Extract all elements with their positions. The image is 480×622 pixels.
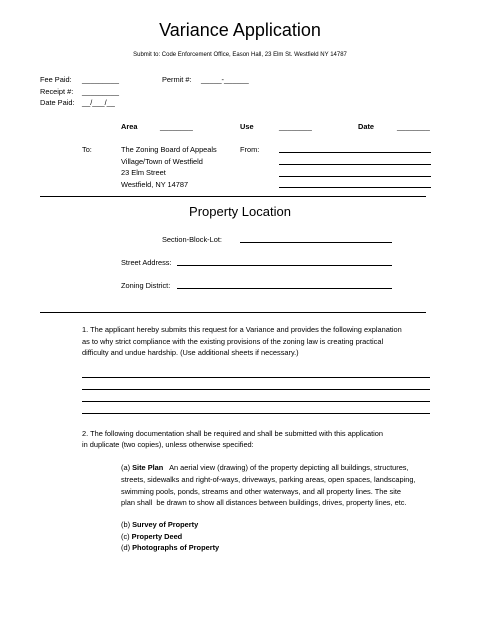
fee-paid-label: Fee Paid: [40,75,72,84]
site-plan-heading: Site Plan [132,463,164,472]
fee-paid-blank[interactable]: _________ [82,75,119,84]
receipt-blank[interactable]: _________ [82,87,119,96]
sbl-label: Section-Block-Lot: [162,235,222,244]
deed-item [121,531,182,543]
zoning-district-label: Zoning District: [121,281,171,290]
item1-line-1: 1. The applicant hereby submits this request for a Variance and provides the following explanation [82,325,402,334]
area-blank[interactable]: ________ [160,122,193,131]
date-label: Date [358,122,375,131]
zoning-district-line[interactable] [177,288,392,289]
receipt-label: Receipt #: [40,87,74,96]
explanation-line-1[interactable] [82,377,430,378]
street-address-label: Street Address: [121,258,172,267]
item1-line-3: difficulty and undue hardship. (Use additional sheets if necessary.) [82,348,299,357]
date-blank[interactable]: ________ [397,122,430,131]
deed-label: Property Deed [131,531,183,541]
form-title: Variance Application [159,20,321,40]
site-plan-line-2: streets, sidewalks and right-of-ways, driveways, parking areas, open spaces, landscaping, [121,475,416,484]
sbl-line[interactable] [240,242,392,243]
survey-item [121,519,198,531]
use-label: Use [240,122,254,131]
item2-line-1: 2. The following documentation shall be required and shall be submitted with this application [82,429,384,438]
from-line-4[interactable] [279,187,431,188]
site-plan-prefix: (a) [121,463,133,472]
explanation-line-3[interactable] [82,401,430,402]
photos-prefix: (d) [121,543,133,552]
address-line-2: Village/Town of Westfield [121,156,203,166]
permit-label: Permit #: [162,75,192,84]
explanation-line-4[interactable] [82,413,430,414]
use-blank[interactable]: ________ [279,122,312,131]
from-line-1[interactable] [279,152,431,153]
date-paid-blank[interactable]: __/___/__ [82,98,115,107]
date-paid-label: Date Paid: [40,98,75,107]
submit-to-note: Submit to: Code Enforcement Office, Eason Hall, 23 Elm St. Westfield NY 14787 [133,52,347,58]
address-line-1: The Zoning Board of Appeals [121,145,217,154]
site-plan-line-3: swimming pools, ponds, streams and other waterways, and all property lines. The site [121,486,402,496]
site-plan-text-1: An aerial view (drawing) of the property depicting all buildings, structures, [163,463,409,472]
from-line-3[interactable] [279,176,431,177]
address-line-3: 23 Elm Street [121,168,166,177]
site-plan-line-1 [121,462,409,474]
to-label: To: [82,145,92,154]
from-line-2[interactable] [279,164,431,165]
area-label: Area [121,122,138,131]
from-label: From: [240,145,260,154]
photos-item [121,542,219,554]
site-plan-line-4: plan shall be drawn to show all distances between buildings, drives, property lines, etc. [121,498,407,507]
survey-label: Survey of Property [132,520,199,529]
explanation-line-2[interactable] [82,389,430,390]
section-divider-1 [40,196,426,197]
street-address-line[interactable] [177,265,392,266]
photos-label: Photographs of Property [132,543,220,552]
item2-line-2: in duplicate (two copies), unless otherwise specified: [82,440,254,449]
section-divider-2 [40,312,426,313]
address-line-4: Westfield, NY 14787 [121,179,189,189]
survey-prefix: (b) [121,520,133,529]
item1-line-2: as to why strict compliance with the existing provisions of the zoning law is creating practical [82,337,384,346]
permit-blank[interactable]: _____-______ [201,75,249,84]
deed-prefix: (c) [121,531,132,541]
property-location-heading: Property Location [189,204,291,219]
